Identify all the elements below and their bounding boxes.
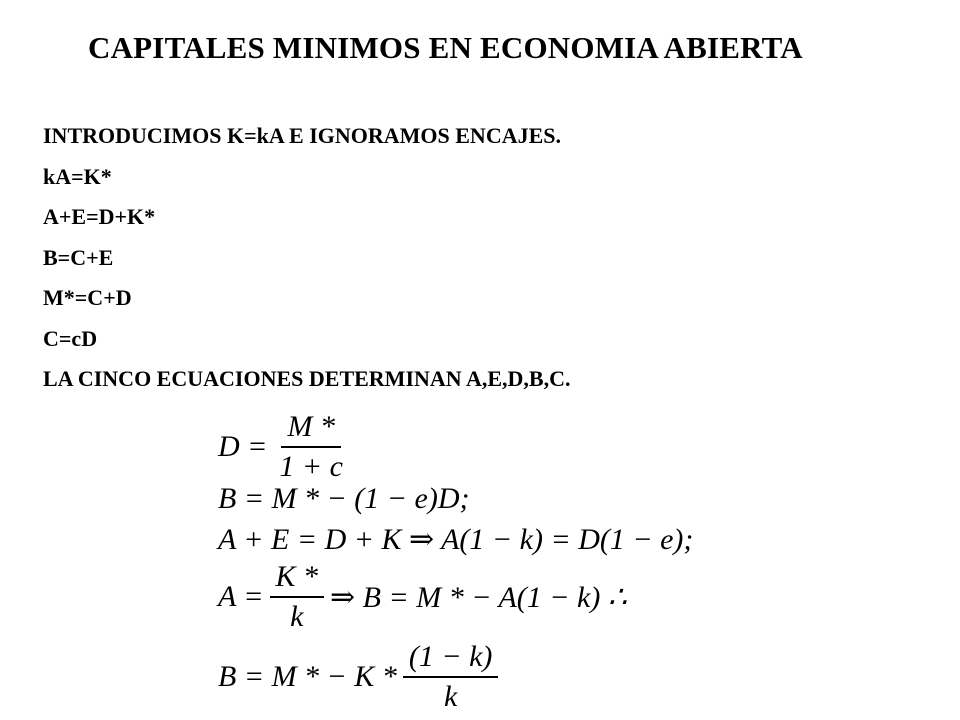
text-line-2: kA=K* (43, 163, 112, 189)
formula-base (218, 482, 470, 516)
text-line-3: A+E=D+K* (43, 204, 156, 229)
text-line-4: B=C+E (43, 244, 114, 270)
formula-lhs: D = (218, 430, 268, 463)
formula-deposits (218, 410, 355, 484)
text-line-7: LA CINCO ECUACIONES DETERMINAN A,E,D,B,C. (43, 366, 571, 391)
formula-assets (218, 522, 693, 557)
fraction-numerator: M * (281, 410, 341, 448)
text-line-1: INTRODUCIMOS K=kA E IGNORAMOS ENCAJES. (43, 123, 561, 148)
formula-rhs: ⇒ B = M * − A(1 − k) ∴ (330, 580, 627, 614)
formula-text: A + E = D + K ⇒ A(1 − k) = D(1 − e); (218, 523, 694, 556)
fraction (403, 640, 499, 714)
fraction-denominator: k (443, 680, 458, 713)
fraction-denominator: 1 + c (279, 450, 343, 483)
fraction (273, 410, 349, 484)
formula-base-final (218, 640, 504, 714)
text-line-5: M*=C+D (43, 285, 132, 310)
slide-title: CAPITALES MINIMOS EN ECONOMIA ABIERTA (88, 30, 803, 65)
fraction-numerator: K * (270, 560, 325, 598)
formula-text: B = M * − (1 − e)D; (218, 482, 470, 515)
text-line-6: C=cD (43, 325, 98, 351)
formula-assets-capital (218, 560, 627, 634)
fraction-denominator: k (290, 600, 304, 633)
formula-lhs: B = M * − K * (218, 660, 397, 693)
equation-list (43, 120, 570, 404)
formula-lhs: A = (218, 580, 264, 613)
fraction-numerator: (1 − k) (403, 640, 499, 678)
fraction (270, 560, 325, 634)
